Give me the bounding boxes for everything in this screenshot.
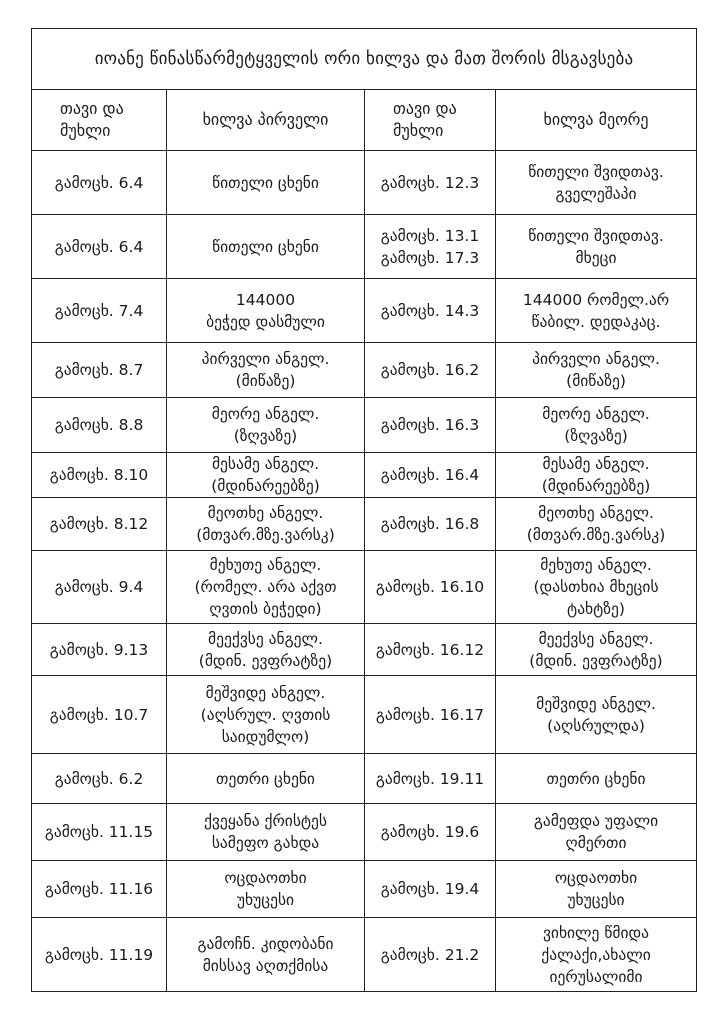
table-row (32, 151, 697, 215)
table-row (32, 279, 697, 343)
vision-1-cell: მეორე ანგელ. (ზღვაზე) (167, 398, 365, 453)
table-row (32, 498, 697, 551)
vision-1-cell: 144000 ბეჭედ დასმული (167, 279, 365, 343)
vision-1-cell: მეოთხე ანგელ. (მთვარ.მზე.ვარსკ) (167, 498, 365, 551)
chapter-verse-2-cell: გამოცხ. 16.2 (365, 343, 496, 398)
vision-1-cell: პირველი ანგელ. (მიწაზე) (167, 343, 365, 398)
vision-2-cell: ვიხილე წმიდა ქალაქი,ახალი იერუსალიმი (496, 918, 697, 992)
vision-2-cell: წითელი შვიდთავ. მხეცი (496, 215, 697, 279)
header-vision-1: ხილვა პირველი (167, 90, 365, 151)
vision-1-cell: წითელი ცხენი (167, 151, 365, 215)
table-title: იოანე წინასწარმეტყველის ორი ხილვა და მათ შორის მსგავსება (32, 29, 697, 90)
chapter-verse-1-cell: გამოცხ. 8.12 (32, 498, 167, 551)
title-row (32, 29, 697, 90)
vision-1-cell: მეხუთე ანგელ. (რომელ. არა აქვთ ღვთის ბეჭედი) (167, 551, 365, 624)
vision-2-cell: თეთრი ცხენი (496, 754, 697, 804)
table-row (32, 861, 697, 918)
table-row (32, 676, 697, 754)
chapter-verse-2-cell: გამოცხ. 16.4 (365, 453, 496, 498)
chapter-verse-2-cell: გამოცხ. 19.6 (365, 804, 496, 861)
table-row (32, 918, 697, 992)
chapter-verse-2-cell: გამოცხ. 14.3 (365, 279, 496, 343)
vision-2-cell: მესამე ანგელ. (მდინარეებზე) (496, 453, 697, 498)
vision-1-cell: მეშვიდე ანგელ. (აღსრულ. ღვთის საიდუმლო) (167, 676, 365, 754)
vision-2-cell: მეშვიდე ანგელ. (აღსრულდა) (496, 676, 697, 754)
header-vision-2: ხილვა მეორე (496, 90, 697, 151)
header-chapter-verse-2: თავი და მუხლი (365, 90, 496, 151)
chapter-verse-2-cell: გამოცხ. 19.11 (365, 754, 496, 804)
chapter-verse-1-cell: გამოცხ. 10.7 (32, 676, 167, 754)
chapter-verse-1-cell: გამოცხ. 7.4 (32, 279, 167, 343)
comparison-sheet (31, 28, 697, 992)
vision-2-cell: მეოთხე ანგელ. (მთვარ.მზე.ვარსკ) (496, 498, 697, 551)
vision-1-cell: წითელი ცხენი (167, 215, 365, 279)
vision-2-cell: მეორე ანგელ. (ზღვაზე) (496, 398, 697, 453)
chapter-verse-2-cell: გამოცხ. 16.12 (365, 624, 496, 676)
chapter-verse-1-cell: გამოცხ. 6.2 (32, 754, 167, 804)
chapter-verse-2-cell: გამოცხ. 16.10 (365, 551, 496, 624)
vision-1-cell: მეექვსე ანგელ. (მდინ. ევფრატზე) (167, 624, 365, 676)
vision-2-cell: მეექვსე ანგელ. (მდინ. ევფრატზე) (496, 624, 697, 676)
chapter-verse-2-cell: გამოცხ. 16.3 (365, 398, 496, 453)
vision-2-cell: წითელი შვიდთავ. გველეშაპი (496, 151, 697, 215)
table-row (32, 215, 697, 279)
vision-2-cell: პირველი ანგელ. (მიწაზე) (496, 343, 697, 398)
chapter-verse-1-cell: გამოცხ. 9.4 (32, 551, 167, 624)
table-row (32, 624, 697, 676)
chapter-verse-2-cell: გამოცხ. 16.17 (365, 676, 496, 754)
vision-1-cell: მესამე ანგელ. (მდინარეებზე) (167, 453, 365, 498)
chapter-verse-1-cell: გამოცხ. 6.4 (32, 215, 167, 279)
vision-1-cell: ქვეყანა ქრისტეს სამეფო გახდა (167, 804, 365, 861)
table-row (32, 343, 697, 398)
chapter-verse-2-cell: გამოცხ. 12.3 (365, 151, 496, 215)
vision-2-cell: 144000 რომელ.არ წაბილ. დედაკაც. (496, 279, 697, 343)
chapter-verse-1-cell: გამოცხ. 8.8 (32, 398, 167, 453)
vision-1-cell: გამოჩნ. კიდობანი მისსავ აღთქმისა (167, 918, 365, 992)
table-row (32, 398, 697, 453)
chapter-verse-1-cell: გამოცხ. 9.13 (32, 624, 167, 676)
chapter-verse-1-cell: გამოცხ. 11.19 (32, 918, 167, 992)
table-row (32, 804, 697, 861)
table-row (32, 754, 697, 804)
chapter-verse-1-cell: გამოცხ. 11.16 (32, 861, 167, 918)
chapter-verse-1-cell: გამოცხ. 8.7 (32, 343, 167, 398)
chapter-verse-2-cell: გამოცხ. 21.2 (365, 918, 496, 992)
header-row (32, 90, 697, 151)
table-row (32, 453, 697, 498)
chapter-verse-1-cell: გამოცხ. 8.10 (32, 453, 167, 498)
vision-2-cell: მეხუთე ანგელ. (დასთხია მხეცის ტახტზე) (496, 551, 697, 624)
chapter-verse-2-cell: გამოცხ. 16.8 (365, 498, 496, 551)
chapter-verse-1-cell: გამოცხ. 11.15 (32, 804, 167, 861)
vision-2-cell: ოცდაოთხი უხუცესი (496, 861, 697, 918)
vision-1-cell: ოცდაოთხი უხუცესი (167, 861, 365, 918)
table-row (32, 551, 697, 624)
vision-1-cell: თეთრი ცხენი (167, 754, 365, 804)
chapter-verse-2-cell: გამოცხ. 19.4 (365, 861, 496, 918)
visions-table (31, 28, 697, 992)
chapter-verse-2-cell: გამოცხ. 13.1 გამოცხ. 17.3 (365, 215, 496, 279)
chapter-verse-1-cell: გამოცხ. 6.4 (32, 151, 167, 215)
vision-2-cell: გამეფდა უფალი ღმერთი (496, 804, 697, 861)
header-chapter-verse-1: თავი და მუხლი (32, 90, 167, 151)
